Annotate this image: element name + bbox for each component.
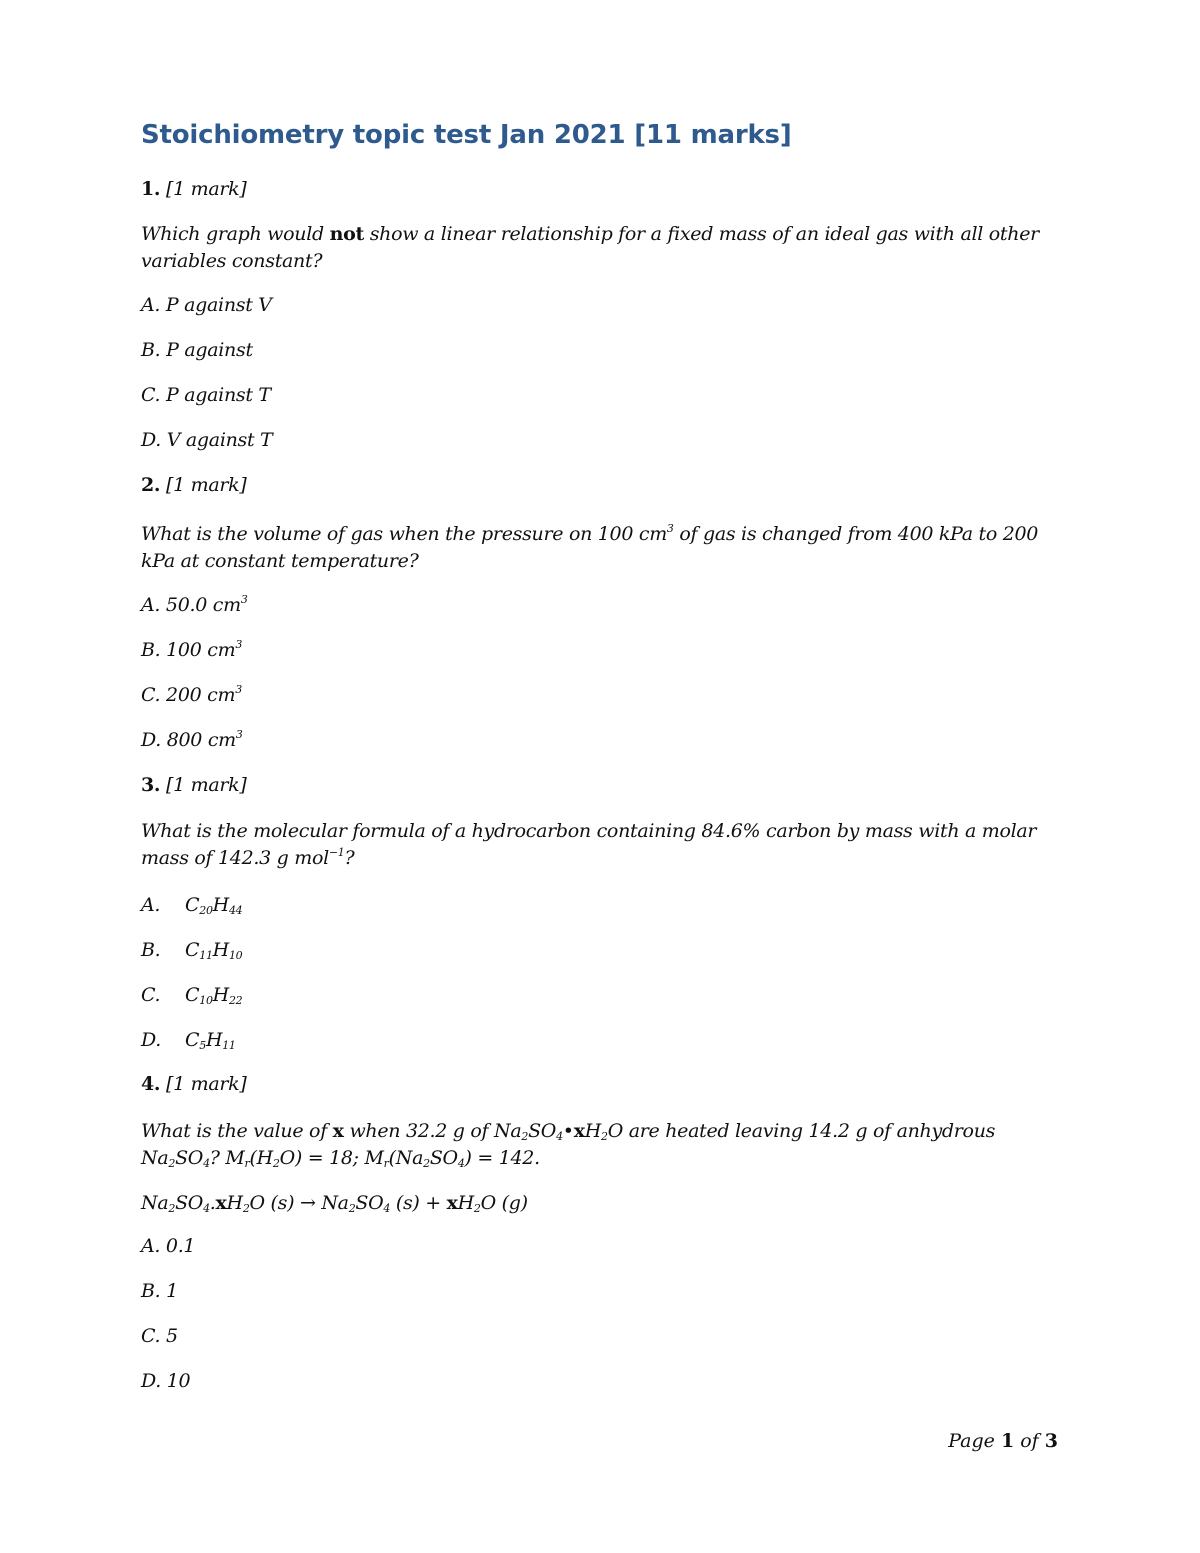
- q4-option-c: C. 5: [141, 1325, 178, 1347]
- question-number: 2.: [141, 474, 161, 496]
- page-number-footer: Page 1 of 3: [948, 1430, 1058, 1452]
- q3-option-c: C. $C_{10}H_{22}$: [141, 984, 243, 1007]
- question-1-header: [141, 178, 247, 200]
- question-number: 3.: [141, 774, 161, 796]
- question-marks: [1 mark]: [166, 178, 247, 200]
- q1-option-d: D. V against T: [141, 429, 273, 451]
- question-marks: [1 mark]: [166, 1073, 247, 1095]
- question-3-header: [141, 774, 247, 796]
- question-2-header: [141, 474, 247, 496]
- q1-option-b: B. P against: [141, 339, 253, 361]
- q4-option-b: B. 1: [141, 1280, 178, 1302]
- q2-option-a: A. 50.0 $cm^3$: [141, 593, 248, 616]
- question-1-text: Which graph would not show a linear relationship for a fixed mass of an ideal gas with all other variables constant?: [141, 223, 1039, 272]
- q4-option-d: D. 10: [141, 1370, 191, 1392]
- q3-option-d: D. $C_5H_{11}$: [141, 1029, 236, 1052]
- question-number: 1.: [141, 178, 161, 200]
- q2-option-c: C. 200 $cm^3$: [141, 683, 242, 706]
- question-3-text: What is the molecular formula of a hydrocarbon containing 84.6% carbon by mass with a molar mass of 142.3 g mol$^{-1}$?: [141, 820, 1037, 869]
- question-marks: [1 mark]: [166, 474, 247, 496]
- q2-option-b: B. 100 $cm^3$: [141, 638, 243, 661]
- question-marks: [1 mark]: [166, 774, 247, 796]
- q3-option-b: B. $C_{11}H_{10}$: [141, 939, 243, 962]
- question-4-header: [141, 1073, 247, 1095]
- q1-option-c: C. P against T: [141, 384, 271, 406]
- q1-option-a: A. P against V: [141, 294, 272, 316]
- question-number: 4.: [141, 1073, 161, 1095]
- emphasis-not: not: [329, 223, 364, 245]
- question-4-equation: $Na_2SO_4.xH_2O$ $(s) \to Na_2SO_4$ $(s) + xH_2O$ (g): [141, 1192, 528, 1215]
- question-2-text: What is the volume of gas when the pressure on 100 $cm^3$ of gas is changed from 400 kPa to 200 kPa at constant temperature?: [141, 522, 1039, 572]
- page-title: Stoichiometry topic test Jan 2021 [11 marks]: [141, 120, 792, 150]
- q3-option-a: A. $C_{20}H_{44}$: [141, 894, 243, 917]
- q4-option-a: A. 0.1: [141, 1235, 196, 1257]
- q2-option-d: D. 800 $cm^3$: [141, 728, 243, 751]
- question-4-text: What is the value of x when 32.2 g of $Na_2SO_4•xH_2O$ are heated leaving 14.2 g of anhydrous $Na_2SO_4$? $M_r(H_2O) = 18$; $M_r(Na_2SO_4) = 142$.: [141, 1120, 996, 1170]
